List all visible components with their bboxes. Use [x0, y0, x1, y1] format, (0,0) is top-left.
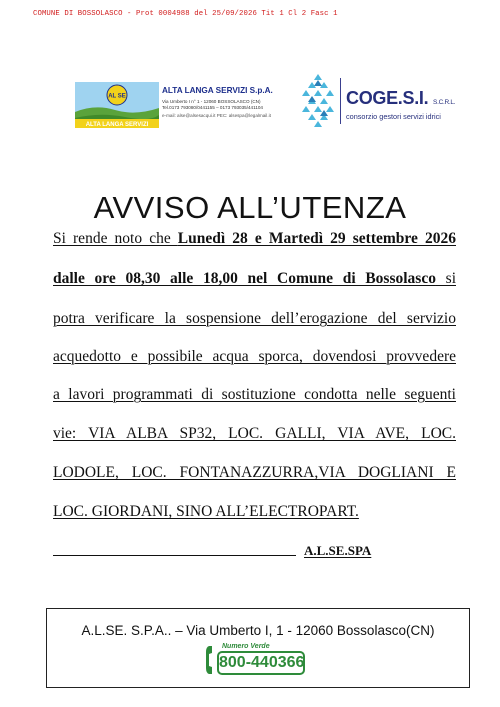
body-line-1a: Si rende noto che [53, 230, 178, 247]
alse-phone: Tel.0173 793080/0441155 – 0173 793035/441104 [162, 105, 263, 110]
body-line-6: vie: VIA ALBA SP32, LOC. GALLI, VIA AVE, LOC. [53, 425, 456, 442]
alse-email: e-mail: alse@alsesacqui.it PEC: alsespa@legalmail.it [162, 113, 271, 118]
numero-verde-number[interactable]: 800-440366 [217, 651, 305, 675]
footer-address: A.L.SE. S.P.A.. – Via Umberto I, 1 - 12060 Bossolasco(CN) [81, 623, 435, 638]
body-line-2b: si [435, 270, 456, 287]
body-line-5: a lavori programmati di sostituzione condotta nelle seguenti [53, 386, 456, 403]
cogesi-suffix: S.C.R.L. [433, 99, 456, 106]
protocol-stamp: COMUNE DI BOSSOLASCO - Prot 0004988 del 25/09/2026 Tit 1 Cl 2 Fasc 1 [33, 10, 338, 18]
body-line-4: acquedotto e possibile acqua sporca, dovendosi provvedere [53, 348, 456, 365]
numero-verde [205, 643, 309, 677]
body-line-1-dates: Lunedì 28 e Martedì 29 settembre 2026 [177, 230, 456, 247]
alse-address: Via Umberto I n° 1 - 12060 BOSSOLASCO (CN) [162, 99, 261, 104]
signature: A.L.SE.SPA [304, 543, 372, 558]
body-line-8: LOC. GIORDANI, SINO ALL’ELECTROPART. [53, 503, 359, 520]
numero-verde-label: Numero Verde [222, 643, 270, 650]
notice-title: AVVISO ALL’UTENZA [93, 190, 407, 225]
alse-logo-text: AL SE [108, 93, 126, 100]
cogesi-name [346, 88, 455, 109]
body-line-1 [53, 230, 456, 248]
signature-rule [53, 555, 296, 556]
cogesi-divider [340, 78, 341, 124]
footer-box [46, 608, 470, 688]
body-line-2 [53, 270, 456, 288]
body-line-3: potra verificare la sospensione dell’erogazione del servizio [53, 310, 456, 327]
alse-company-name: ALTA LANGA SERVIZI S.p.A. [162, 86, 273, 95]
cogesi-name-text: COGE.S.I. [346, 88, 429, 108]
cogesi-subtitle: consorzio gestori servizi idrici [346, 112, 441, 121]
cogesi-water-drop-icon [300, 72, 336, 128]
alse-contact-block [162, 86, 292, 119]
body-line-7: LODOLE, LOC. FONTANAZZURRA,VIA DOGLIANI E [53, 464, 456, 481]
alse-logo [75, 82, 159, 128]
body-line-2-hours: dalle ore 08,30 alle 18,00 nel Comune di Bossolasco [53, 270, 436, 287]
alse-logo-banner: ALTA LANGA SERVIZI [85, 122, 149, 128]
